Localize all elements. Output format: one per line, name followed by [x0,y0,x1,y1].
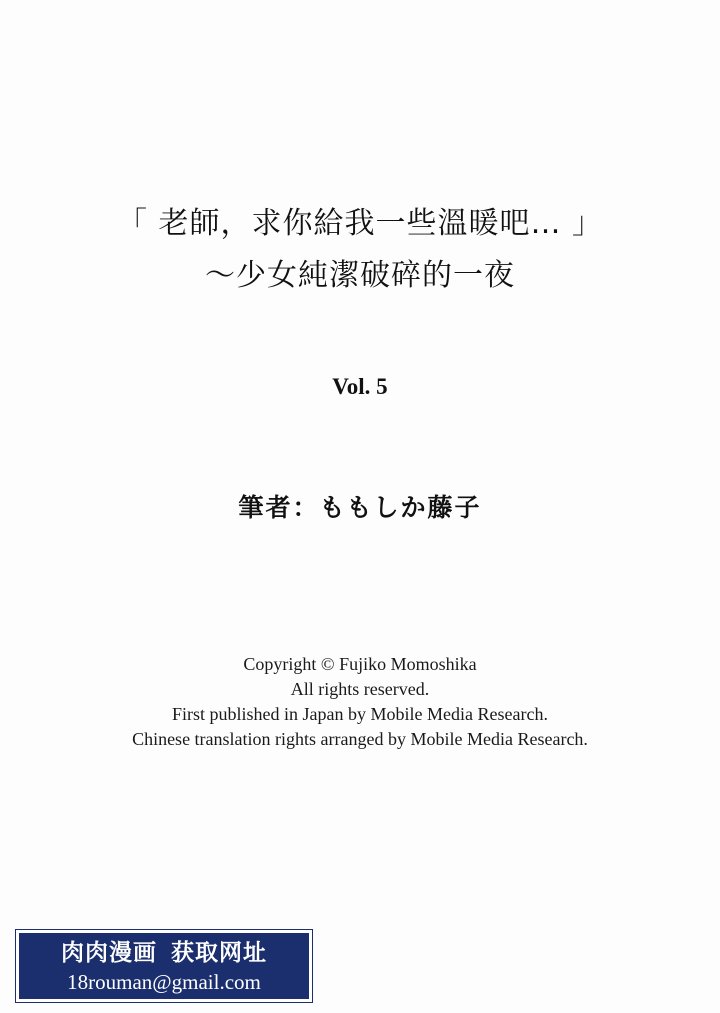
copyright-line-2: All rights reserved. [290,679,430,699]
copyright-line-3: First published in Japan by Mobile Media Research. [172,704,548,724]
copyright-line-1: Copyright © Fujiko Momoshika [243,654,477,674]
watermark-site-row [61,938,267,968]
title-block [0,198,720,302]
volume-label: Vol. 5 [332,374,388,399]
watermark-action-label: 获取网址 [171,940,267,966]
site-watermark-badge[interactable] [16,930,312,1002]
publisher-logo-area [127,558,582,633]
copyright-line-4: Chinese translation rights arranged by Mobile Media Research. [132,729,588,749]
watermark-site-name: 肉肉漫画 [61,940,157,966]
copyright-block [0,652,720,752]
title-line-2: ～少女純潔破碎的一夜 [205,258,515,293]
author-label: 筆者：ももしか藤子 [238,493,482,522]
title-line-1: 「 老師，求你給我一些溫暖吧… 」 [116,206,604,241]
watermark-email: 18rouman@gmail.com [67,970,261,994]
